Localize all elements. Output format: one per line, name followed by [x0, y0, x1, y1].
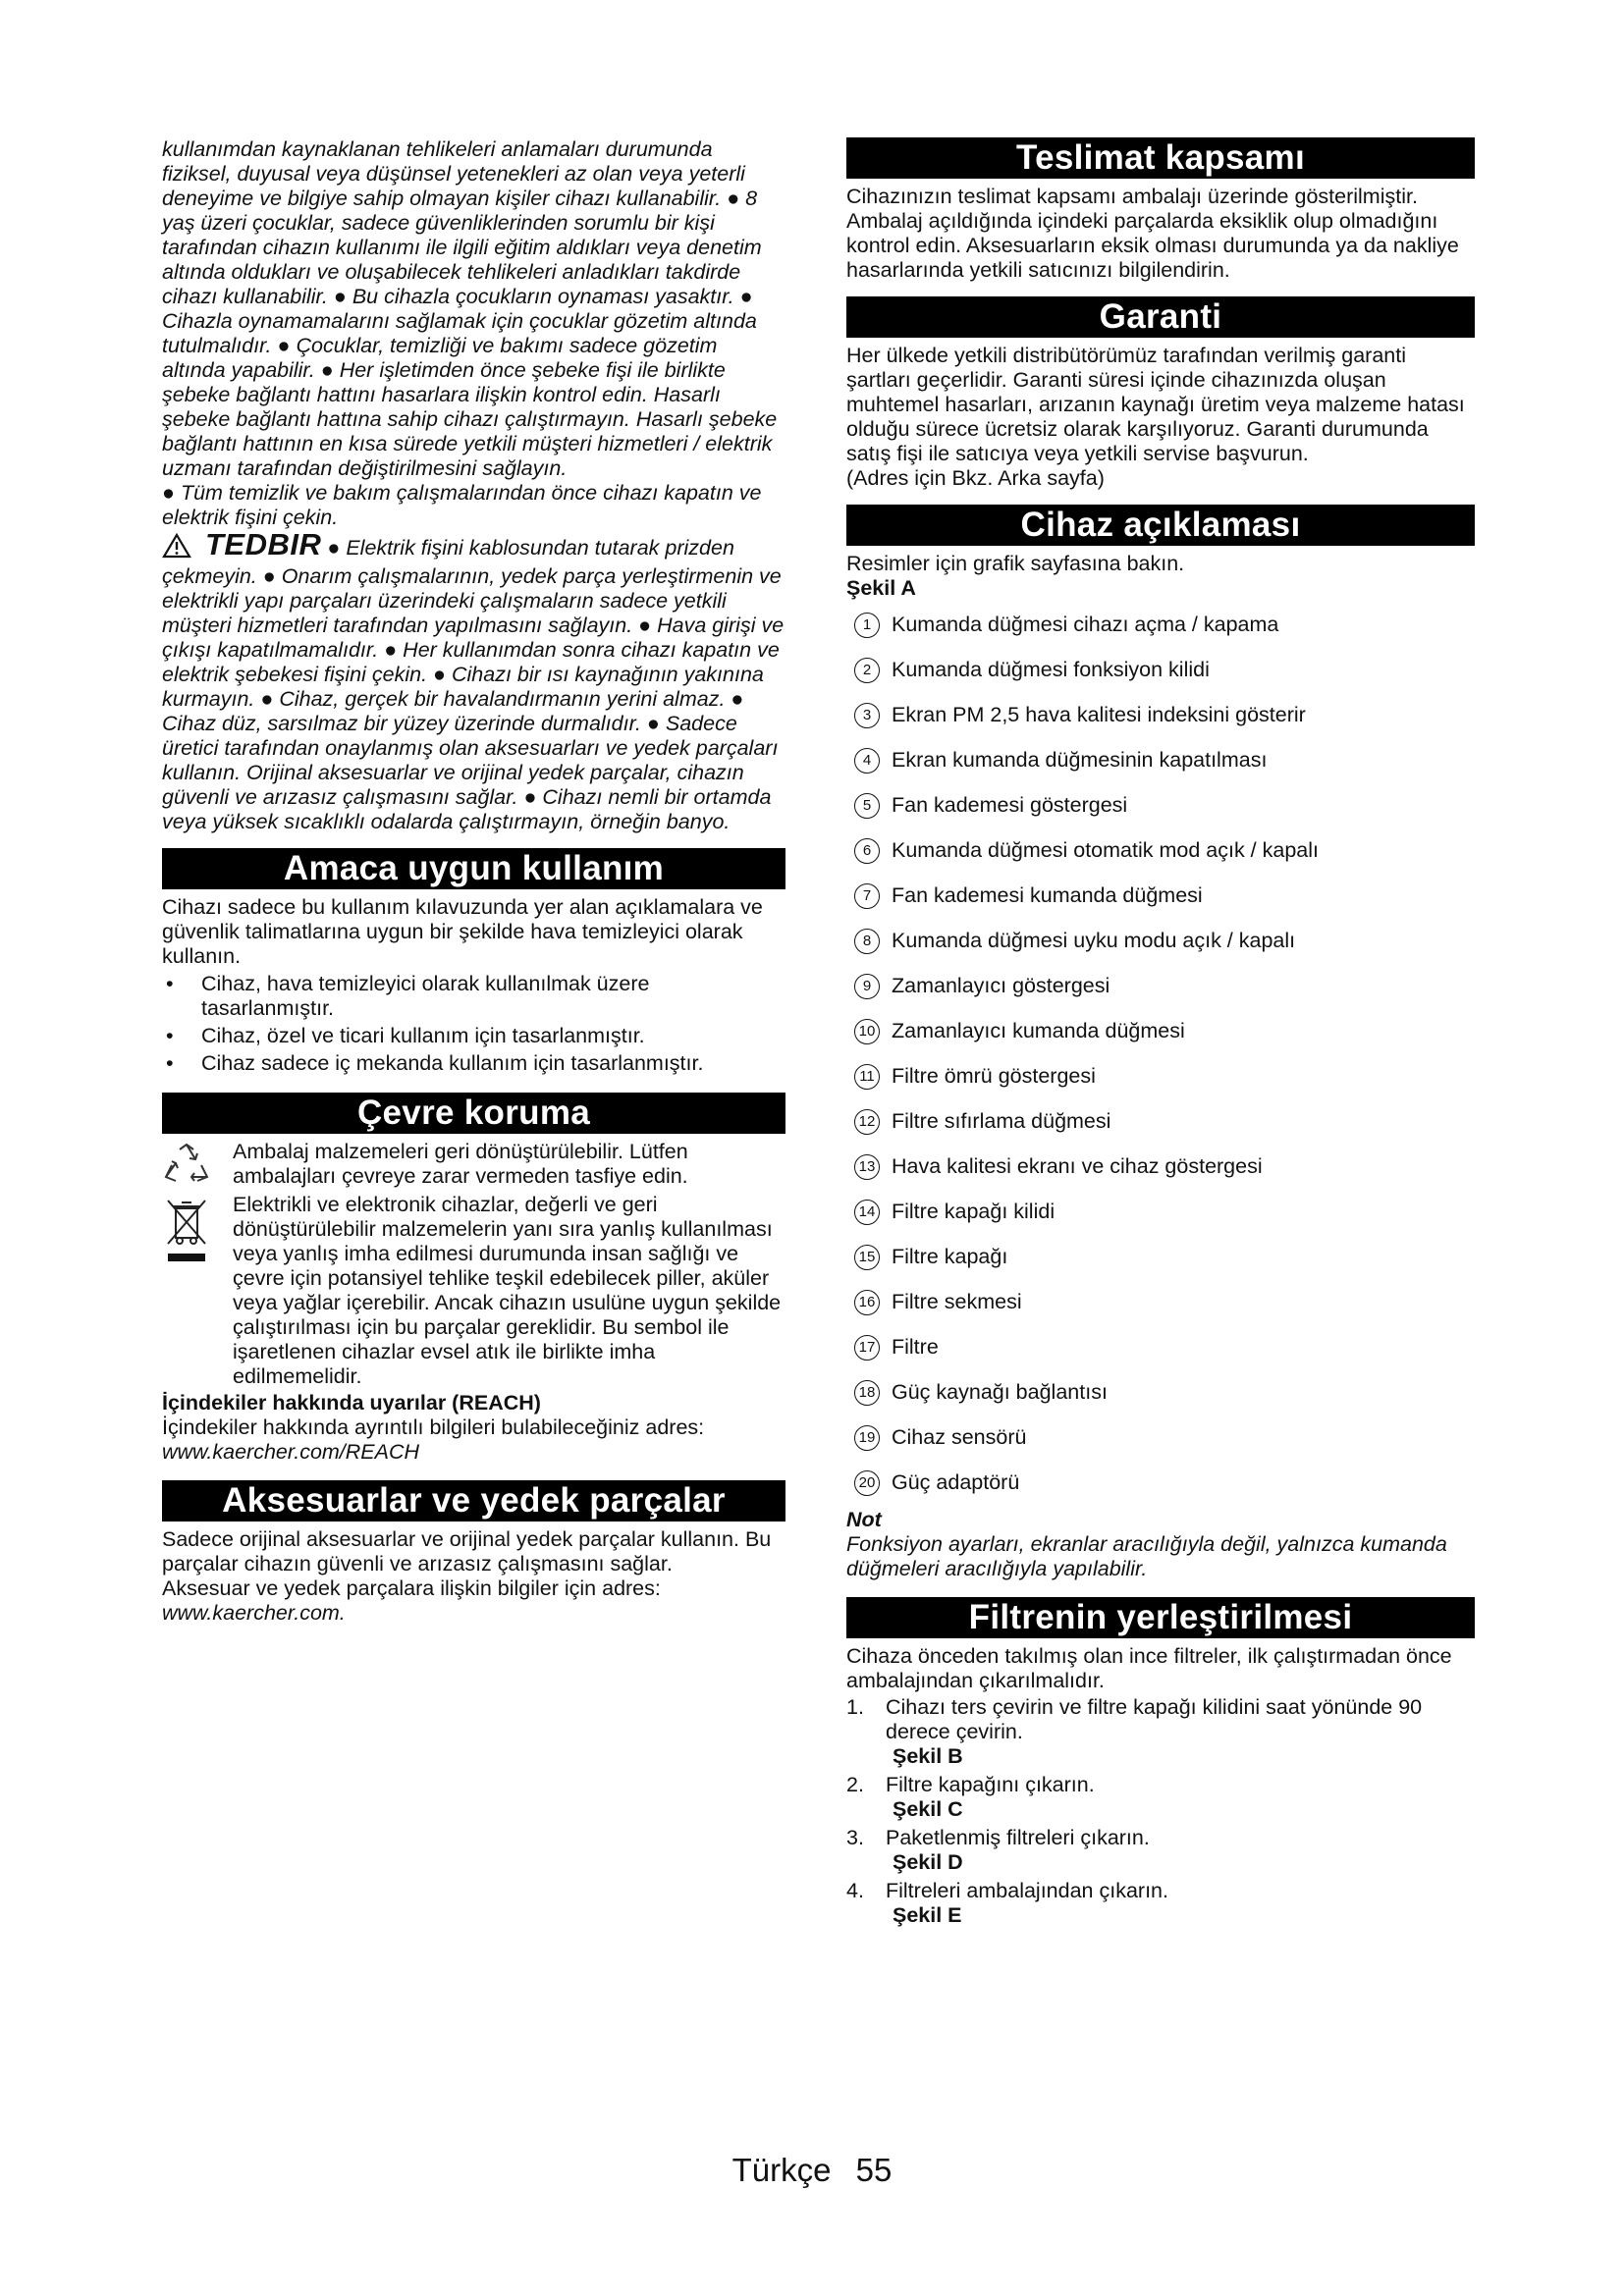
- warning-triangle-icon: [162, 533, 191, 564]
- item-label: Kumanda düğmesi fonksiyon kilidi: [892, 658, 1210, 681]
- step-text: Filtre kapağını çıkarın.: [886, 1773, 1095, 1796]
- list-item: [846, 1463, 1475, 1508]
- step-number: 1.: [846, 1695, 864, 1719]
- step-item: [846, 1879, 1475, 1928]
- filter-steps: [846, 1695, 1475, 1928]
- item-label: Filtre kapağı kilidi: [892, 1200, 1056, 1223]
- step-figure-reference: Şekil C: [893, 1797, 963, 1821]
- list-item: [846, 695, 1475, 740]
- safety-paragraph-last: ● Tüm temizlik ve bakım çalışmalarından önce cihazı kapatın ve elektrik fişini çekin.: [162, 481, 762, 529]
- item-number-badge: 6: [854, 838, 880, 864]
- step-item: [846, 1773, 1475, 1822]
- step-text: Filtreleri ambalajından çıkarın.: [886, 1879, 1168, 1902]
- filter-intro: Cihaza önceden takılmış olan ince filtreler, ilk çalıştırmadan önce ambalajından çıkarılmalıdır.: [846, 1644, 1452, 1692]
- list-item: [846, 830, 1475, 876]
- item-number-badge: 9: [854, 974, 880, 999]
- step-number: 3.: [846, 1826, 864, 1849]
- note-text: Fonksiyon ayarları, ekranlar aracılığıyla değil, yalnızca kumanda düğmeleri aracılığıyla yapılabilir.: [846, 1532, 1447, 1580]
- list-item: [846, 605, 1475, 650]
- caution-label: TEDBIR: [205, 527, 322, 561]
- list-item: [846, 1147, 1475, 1192]
- item-number-badge: 14: [854, 1200, 880, 1225]
- item-number-badge: 2: [854, 658, 880, 683]
- item-label: Ekran kumanda düğmesinin kapatılması: [892, 748, 1268, 772]
- weee-text: Elektrikli ve elektronik cihazlar, değerli ve geri dönüştürülebilir malzemelerin yanı sıra yanlış kullanılması veya yanlış imha edilmesi durumunda insan sağlığı ve çevre için potansiyel tehlike teşkil edebilecek piller, aküler veya yağlar içerebilir. Ancak cihazın usulüne uygun şekilde çalıştırılması için bu parçalar gereklidir. Bu sembol ile işaretlenen cihazlar evsel atık ile birlikte imha edilmemelidir.: [233, 1193, 782, 1388]
- list-item: • Cihaz, hava temizleyici olarak kullanılmak üzere tasarlanmıştır.: [162, 972, 785, 1021]
- item-number-badge: 8: [854, 929, 880, 954]
- recycle-icon: [162, 1142, 211, 1192]
- item-label: Filtre ömrü göstergesi: [892, 1064, 1096, 1088]
- list-item: [846, 966, 1475, 1011]
- section-heading-accessories: Aksesuarlar ve yedek parçalar: [162, 1480, 785, 1522]
- step-number: 4.: [846, 1879, 864, 1902]
- list-item: [846, 1372, 1475, 1417]
- footer-language: Türkçe: [731, 2152, 832, 2188]
- accessories-link[interactable]: www.kaercher.com.: [162, 1601, 346, 1625]
- item-number-badge: 20: [854, 1470, 880, 1496]
- item-number-badge: 3: [854, 703, 880, 728]
- accessories-text: Sadece orijinal aksesuarlar ve orijinal yedek parçalar kullanın. Bu parçalar cihazın güvenli ve arızasız çalışmasını sağlar.: [162, 1527, 772, 1575]
- item-label: Fan kademesi kumanda düğmesi: [892, 883, 1203, 907]
- step-number: 2.: [846, 1773, 864, 1796]
- item-label: Filtre sıfırlama düğmesi: [892, 1109, 1111, 1133]
- item-number-badge: 19: [854, 1425, 880, 1451]
- item-number-badge: 13: [854, 1154, 880, 1180]
- item-number-badge: 15: [854, 1245, 880, 1270]
- item-label: Kumanda düğmesi uyku modu açık / kapalı: [892, 929, 1296, 952]
- page-footer: [0, 2152, 1624, 2189]
- intended-use-intro: Cihazı sadece bu kullanım kılavuzunda yer alan açıklamalara ve güvenlik talimatlarına uygun bir şekilde hava temizleyici olarak kullanın.: [162, 895, 763, 968]
- section-heading-device-description: Cihaz açıklaması: [846, 505, 1475, 546]
- list-item: • Cihaz sadece iç mekanda kullanım için tasarlanmıştır.: [162, 1051, 785, 1076]
- step-text: Cihazı ters çevirin ve filtre kapağı kilidini saat yönünde 90 derece çevirin.: [886, 1695, 1423, 1743]
- right-column: [846, 137, 1475, 1932]
- component-list: [846, 605, 1475, 1508]
- item-number-badge: 12: [854, 1109, 880, 1135]
- item-label: Zamanlayıcı kumanda düğmesi: [892, 1019, 1185, 1042]
- item-label: Kumanda düğmesi cihazı açma / kapama: [892, 613, 1279, 636]
- item-number-badge: 16: [854, 1290, 880, 1315]
- reach-text: İçindekiler hakkında ayrıntılı bilgileri bulabileceğiniz adres:: [162, 1415, 705, 1439]
- item-label: Filtre kapağı: [892, 1245, 1008, 1268]
- warranty-text: Her ülkede yetkili distribütörümüz tarafından verilmiş garanti şartları geçerlidir. Garanti süresi içinde cihazınızda oluşan muhtemel hasarları, arızanın kaynağı üretim veya malzeme hatası olduğu sürece ücretsiz olarak karşılıyoruz. Garanti durumunda satış fişi ile satıcıya veya yetkili servise başvurun.: [846, 344, 1465, 465]
- recycling-text: Ambalaj malzemeleri geri dönüştürülebilir. Lütfen ambalajları çevreye zarar vermeden tasfiye edin.: [233, 1140, 688, 1188]
- item-number-badge: 7: [854, 883, 880, 909]
- list-item: [846, 1282, 1475, 1327]
- page-number: 55: [855, 2152, 893, 2188]
- step-figure-reference: Şekil D: [893, 1850, 963, 1874]
- list-item: [846, 1192, 1475, 1237]
- item-number-badge: 17: [854, 1335, 880, 1361]
- caution-text: ● Elektrik fişini kablosundan tutarak prizden çekmeyin. ● Onarım çalışmalarının, yedek parça yerleştirmenin ve elektrikli yapı parçaları üzerindeki çalışmaların sadece yetkili müşteri hizmetleri tarafından yapılmasını sağlayın. ● Hava girişi ve çıkışı kapatılmamalıdır. ● Her kullanımdan sonra cihazı kapatın ve elektrik şebekesi fişini çekin. ● Cihazı bir ısı kaynağının yakınına kurmayın. ● Cihaz, gerçek bir havalandırmanın yerini almaz. ● Cihaz düz, sarsılmaz bir yüzey üzerinde durmalıdır. ● Sadece üretici tarafından onaylanmış olan aksesuarları ve yedek parçaları kullanın. Orijinal aksesuarlar ve orijinal yedek parçalar, cihazın güvenli ve arızasız çalışmasını sağlar. ● Cihazı nemli bir ortamda veya yüksek sıcaklıklı odalarda çalıştırmayın, örneğin banyo.: [162, 536, 785, 833]
- list-item: [846, 1011, 1475, 1056]
- list-item: [846, 921, 1475, 966]
- warranty-address: (Adres için Bkz. Arka sayfa): [846, 466, 1105, 490]
- weee-note: [162, 1193, 785, 1389]
- list-item: [846, 1327, 1475, 1372]
- item-label: Cihaz sensörü: [892, 1425, 1027, 1449]
- step-item: [846, 1695, 1475, 1769]
- list-item: [846, 1101, 1475, 1147]
- list-item: • Cihaz, özel ve ticari kullanım için tasarlanmıştır.: [162, 1024, 785, 1048]
- figure-reference: Şekil A: [846, 576, 916, 600]
- item-label: Filtre: [892, 1335, 939, 1359]
- safety-paragraph: kullanımdan kaynaklanan tehlikeleri anlamaları durumunda fiziksel, duyusal veya düşünsel yetenekleri az olan veya yeterli deneyime ve bilgiye sahip olmayan kişiler cihazı kullanabilir. ● 8 yaş üzeri çocuklar, sadece güvenliklerinden sorumlu bir kişi tarafından cihazın kullanımı ile ilgili eğitim aldıkları veya denetim altında oldukları ve oluşabilecek tehlikeleri anladıkları takdirde cihazı kullanabilir. ● Bu cihazla çocukların oynaması yasaktır. ● Cihazla oynamamalarını sağlamak için çocuklar gözetim altında tutulmalıdır. ● Çocuklar, temizliği ve bakımı sadece gözetim altında yapabilir. ● Her işletimden önce şebeke fişi ile birlikte şebeke bağlantı hattını hasarlara ilişkin kontrol edin. Hasarlı şebeke bağlantı hattına sahip cihazı çalıştırmayın. Hasarlı şebeke bağlantı hattının en kısa sürede yetkili müşteri hizmetleri / elektrik uzmanı tarafından değiştirilmesini sağlayın.: [162, 137, 778, 480]
- item-label: Ekran PM 2,5 hava kalitesi indeksini gösterir: [892, 703, 1306, 726]
- item-label: Güç adaptörü: [892, 1470, 1020, 1494]
- section-heading-environment: Çevre koruma: [162, 1093, 785, 1134]
- section-heading-warranty: Garanti: [846, 296, 1475, 338]
- section-heading-delivery: Teslimat kapsamı: [846, 137, 1475, 179]
- device-description-intro: Resimler için grafik sayfasına bakın.: [846, 552, 1185, 575]
- crossed-bin-icon: [162, 1195, 211, 1288]
- list-item: [846, 1056, 1475, 1101]
- step-item: [846, 1826, 1475, 1875]
- list-item: [846, 1237, 1475, 1282]
- recycling-note: [162, 1140, 785, 1189]
- caution-block: [162, 527, 785, 834]
- step-figure-reference: Şekil B: [893, 1744, 963, 1768]
- list-item: [846, 650, 1475, 695]
- item-number-badge: 4: [854, 748, 880, 774]
- item-label: Kumanda düğmesi otomatik mod açık / kapalı: [892, 838, 1319, 862]
- step-figure-reference: Şekil E: [893, 1903, 962, 1927]
- item-number-badge: 11: [854, 1064, 880, 1090]
- step-text: Paketlenmiş filtreleri çıkarın.: [886, 1826, 1150, 1849]
- left-column: [162, 137, 785, 1626]
- list-item: [846, 1417, 1475, 1463]
- section-heading-filter-insertion: Filtrenin yerleştirilmesi: [846, 1597, 1475, 1638]
- note-heading: Not: [846, 1508, 882, 1531]
- list-item: [846, 740, 1475, 785]
- item-label: Filtre sekmesi: [892, 1290, 1022, 1313]
- item-number-badge: 10: [854, 1019, 880, 1044]
- item-label: Zamanlayıcı göstergesi: [892, 974, 1110, 997]
- item-label: Güç kaynağı bağlantısı: [892, 1380, 1108, 1404]
- reach-paragraph: [162, 1415, 785, 1465]
- list-item: [846, 876, 1475, 921]
- item-label: Fan kademesi göstergesi: [892, 793, 1128, 817]
- section-heading-intended-use: Amaca uygun kullanım: [162, 848, 785, 889]
- item-number-badge: 5: [854, 793, 880, 819]
- item-number-badge: 1: [854, 613, 880, 638]
- accessories-info: Aksesuar ve yedek parçalara ilişkin bilgiler için adres:: [162, 1576, 661, 1600]
- item-number-badge: 18: [854, 1380, 880, 1406]
- delivery-text: Cihazınızın teslimat kapsamı ambalajı üzerinde gösterilmiştir. Ambalaj açıldığında içindeki parçalarda eksiklik olup olmadığını kontrol edin. Aksesuarların eksik olması durumunda ya da nakliye hasarlarında yetkili satıcınızı bilgilendirin.: [846, 185, 1459, 282]
- reach-link[interactable]: www.kaercher.com/REACH: [162, 1440, 420, 1464]
- reach-heading: İçindekiler hakkında uyarılar (REACH): [162, 1391, 541, 1415]
- item-label: Hava kalitesi ekranı ve cihaz göstergesi: [892, 1154, 1263, 1178]
- list-item: [846, 785, 1475, 830]
